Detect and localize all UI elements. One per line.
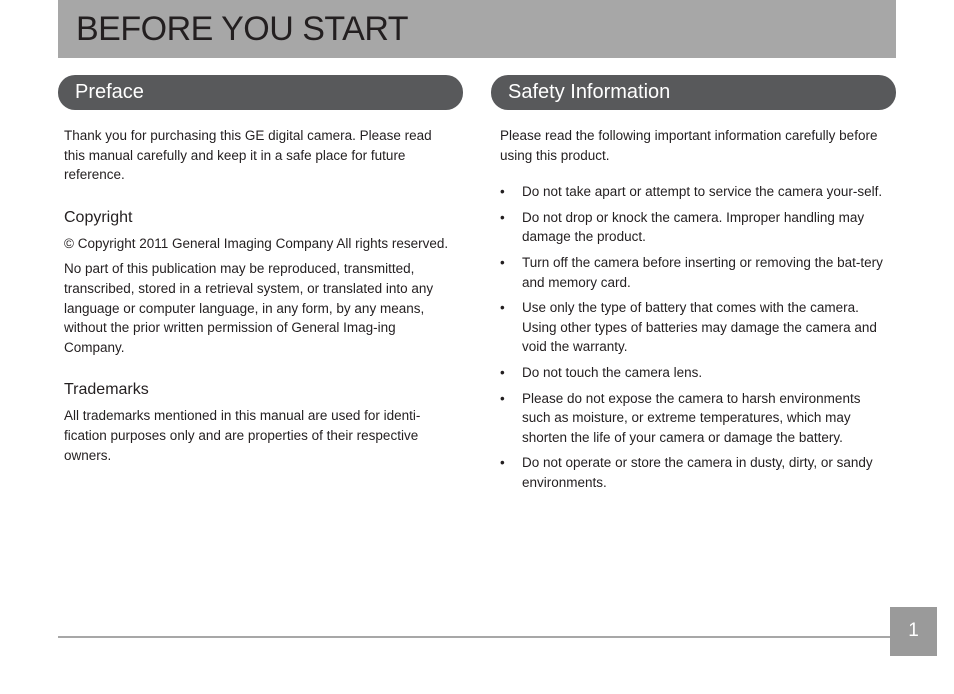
preface-column	[64, 126, 454, 465]
page-header-bar	[58, 0, 896, 58]
safety-item-text: Do not operate or store the camera in dusty, dirty, or sandy environments.	[522, 455, 873, 490]
trademarks-heading: Trademarks	[64, 381, 149, 399]
safety-information-heading: Safety Information	[491, 75, 896, 110]
footer-divider	[58, 636, 890, 638]
bullet-icon: •	[500, 184, 505, 200]
safety-column	[500, 126, 884, 499]
safety-item-text: Turn off the camera before inserting or removing the bat-tery and memory card.	[522, 254, 883, 290]
bullet-icon: •	[500, 390, 505, 406]
list-item	[500, 389, 884, 448]
copyright-heading: Copyright	[64, 208, 133, 226]
preface-heading: Preface	[58, 75, 463, 110]
preface-intro: Thank you for purchasing this GE digital camera. Please read this manual carefully and keep it in a safe place for future reference.	[64, 128, 432, 183]
safety-item-text: Do not touch the camera lens.	[522, 364, 703, 380]
list-item	[500, 253, 884, 292]
bullet-icon: •	[500, 209, 505, 225]
page-title: BEFORE YOU START	[76, 10, 409, 48]
bullet-icon: •	[500, 364, 505, 380]
safety-item-text: Please do not expose the camera to harsh environments such as moisture, or extreme temperatures, which may shorten the life of your camera or damage the battery.	[522, 390, 861, 445]
copyright-notice: © Copyright 2011 General Imaging Company All rights reserved.	[64, 235, 449, 251]
page-number: 1	[890, 607, 937, 656]
list-item	[500, 363, 884, 383]
bullet-icon: •	[500, 254, 505, 270]
bullet-icon: •	[500, 455, 505, 471]
list-item	[500, 453, 884, 492]
safety-item-text: Use only the type of battery that comes with the camera. Using other types of batteries may damage the camera and void the warranty.	[522, 300, 877, 355]
safety-list	[500, 182, 884, 492]
copyright-terms: No part of this publication may be reproduced, transmitted, transcribed, stored in a retrieval system, or translated into any language or computer language, in any form, by any means, without the prior written permission of General Imag-ing Company.	[64, 261, 434, 355]
safety-item-text: Do not drop or knock the camera. Improper handling may damage the product.	[522, 209, 865, 245]
trademarks-text: All trademarks mentioned in this manual are used for identi-fication purposes only and are properties of their respective owners.	[64, 408, 421, 463]
bullet-icon: •	[500, 300, 505, 316]
safety-intro: Please read the following important information carefully before using this product.	[500, 128, 878, 163]
safety-item-text: Do not take apart or attempt to service the camera your-self.	[522, 184, 883, 200]
list-item	[500, 298, 884, 357]
list-item	[500, 182, 884, 202]
list-item	[500, 208, 884, 247]
